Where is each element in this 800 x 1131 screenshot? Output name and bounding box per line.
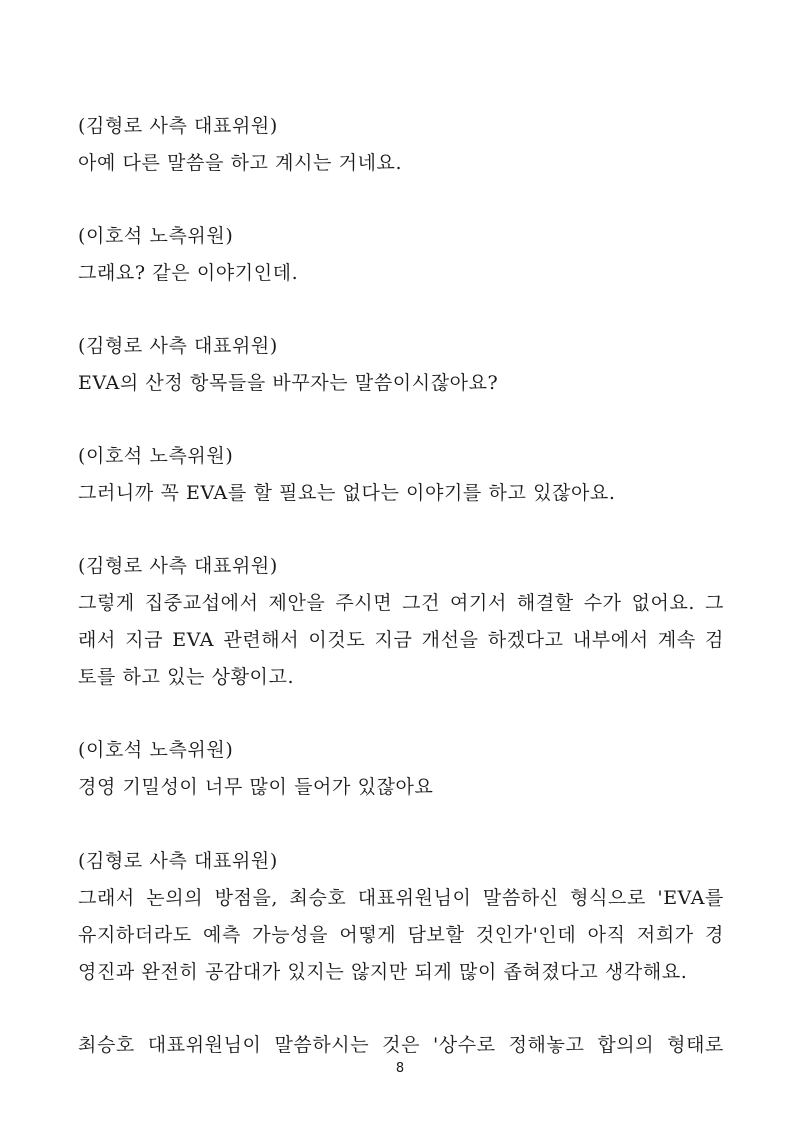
utterance-text: 토를 하고 있는 상황이고. — [78, 666, 295, 688]
utterance-text: 그래요? 같은 이야기인데. — [78, 262, 299, 284]
speaker-label: (김형로 사측 대표위원) — [78, 335, 278, 357]
utterance-text: 유지하더라도 예측 가능성을 어떻게 담보할 것인가'인데 아직 저희가 경 — [78, 924, 724, 946]
speaker-label: (김형로 사측 대표위원) — [78, 115, 278, 137]
speaker-label: (김형로 사측 대표위원) — [78, 850, 278, 872]
utterance-text: 경영 기밀성이 너무 많이 들어가 있잖아요 — [78, 776, 434, 798]
utterance-text: 아예 다른 말씀을 하고 계시는 거네요. — [78, 152, 403, 174]
utterance-text: 그래서 논의의 방점을, 최승호 대표위원님이 말씀하신 형식으로 'EVA를 — [78, 887, 724, 909]
utterance-text: 영진과 완전히 공감대가 있지는 않지만 되게 많이 좁혀졌다고 생각해요. — [78, 961, 688, 983]
utterance-text: 래서 지금 EVA 관련해서 이것도 지금 개선을 하겠다고 내부에서 계속 검 — [78, 629, 724, 651]
speaker-label: (김형로 사측 대표위원) — [78, 555, 278, 577]
utterance-text: 그러니까 꼭 EVA를 할 필요는 없다는 이야기를 하고 있잖아요. — [78, 482, 616, 504]
utterance-text: 최승호 대표위원님이 말씀하시는 것은 '상수로 정해놓고 합의의 형태로 — [78, 1034, 724, 1056]
speaker-label: (이호석 노측위원) — [78, 445, 234, 467]
page-number: 8 — [395, 1061, 405, 1076]
utterance-text: EVA의 산정 항목들을 바꾸자는 말씀이시잖아요? — [78, 372, 499, 394]
utterance-text: 그렇게 집중교섭에서 제안을 주시면 그건 여기서 해결할 수가 없어요. 그 — [78, 592, 724, 614]
speaker-label: (이호석 노측위원) — [78, 739, 234, 761]
speaker-label: (이호석 노측위원) — [78, 225, 234, 247]
